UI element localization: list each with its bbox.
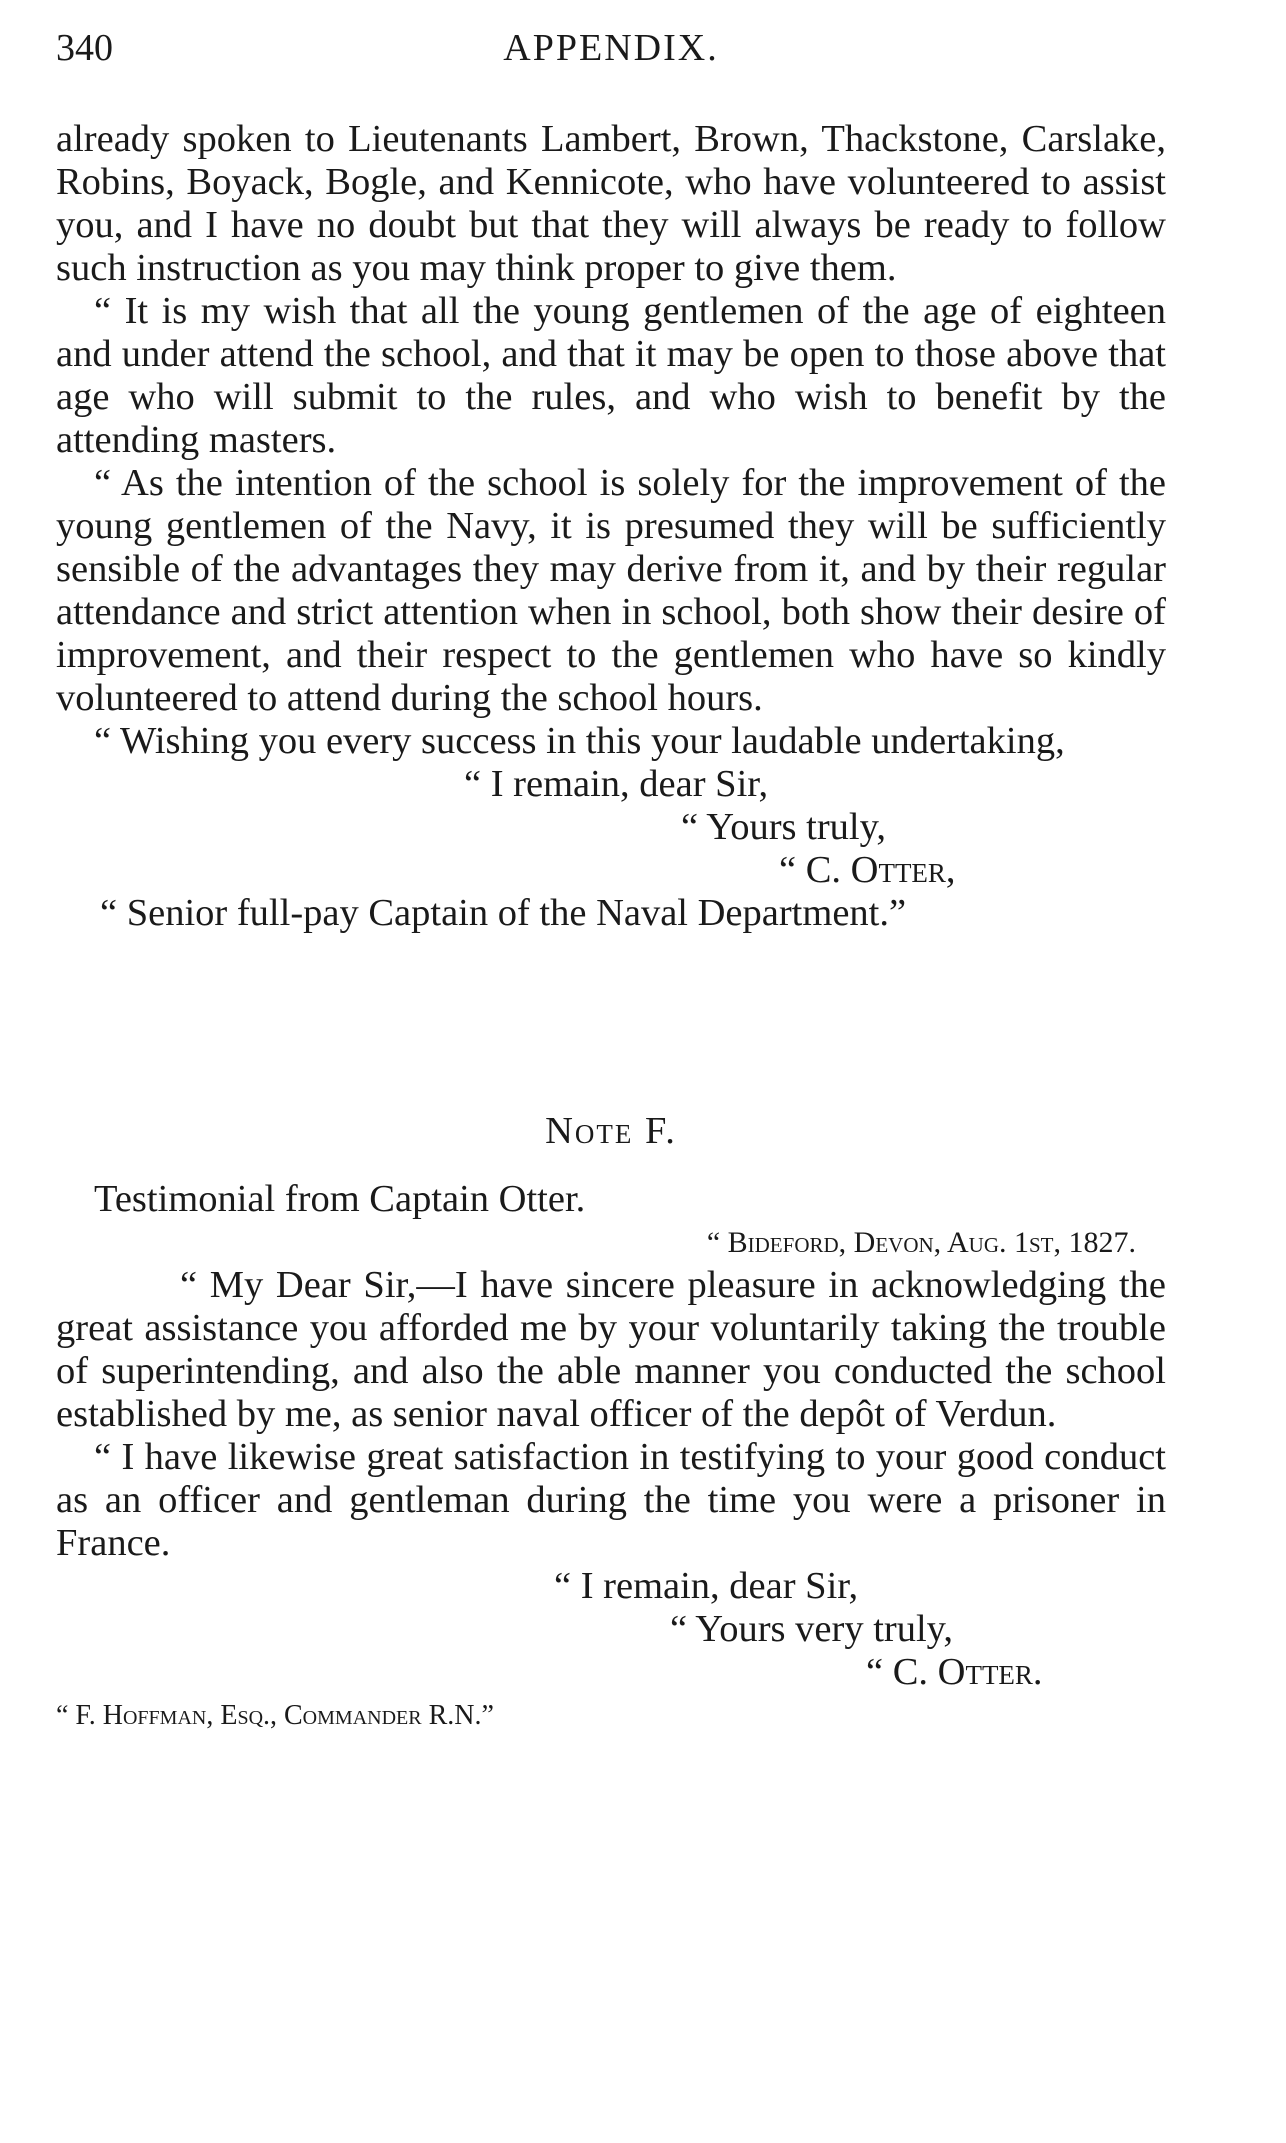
- letter-paragraph-3: “ As the intention of the school is solely for the improvement of the young gentlemen of the Navy, it is presumed they will be sufficiently sensible of the advantages they may derive from it, and by their regular attendance and strict attention when in school, both show their desire of improvement, and their respect to the gentlemen who have so kindly volunteered to attend during the school hours.: [56, 462, 1166, 719]
- letter-signature-title: “ Senior full-pay Captain of the Naval Department.”: [100, 892, 907, 934]
- note-paragraph-1: “ My Dear Sir,—I have sincere pleasure in acknowledging the great assistance you afforded me by your voluntarily taking the trouble of superintending, and also the able manner you conducted the school established by me, as senior naval officer of the depôt of Verdun.: [56, 1264, 1166, 1435]
- note-paragraph-2: “ I have likewise great satisfaction in testifying to your good conduct as an officer and gentleman during the time you were a prisoner in France.: [56, 1436, 1166, 1564]
- note-heading: Note F.: [545, 1110, 677, 1152]
- note-closing-yours: “ Yours very truly,: [670, 1608, 954, 1650]
- letter-closing-yours: “ Yours truly,: [681, 806, 887, 848]
- page-number: 340: [56, 27, 113, 69]
- running-title: APPENDIX.: [503, 27, 719, 69]
- note-addressee: “ F. Hoffman, Esq., Commander R.N.”: [56, 1700, 494, 1731]
- letter-closing-remain: “ I remain, dear Sir,: [464, 763, 769, 805]
- letter-continuation: [56, 118, 1166, 935]
- letter-paragraph-1: already spoken to Lieutenants Lambert, Brown, Thackstone, Carslake, Robins, Boyack, Bogle, and Kennicote, who have volunteered to assist you, and I have no doubt but that they will always be ready to follow such instruction as you may think proper to give them.: [56, 118, 1166, 289]
- note-f-section: [56, 1110, 1166, 1153]
- note-closing-remain: “ I remain, dear Sir,: [554, 1565, 859, 1607]
- letter-signature: “ C. Otter,: [779, 849, 956, 891]
- letter-paragraph-2: “ It is my wish that all the young gentlemen of the age of eighteen and under attend the school, and that it may be open to those above that age who will submit to the rules, and who wish to benefit by the attending masters.: [56, 290, 1166, 461]
- note-signature: “ C. Otter.: [866, 1651, 1043, 1693]
- letter-paragraph-4: “ Wishing you every success in this your laudable undertaking,: [94, 720, 1065, 762]
- note-f-body: [56, 1178, 1166, 1737]
- note-dateline: “ Bideford, Devon, Aug. 1st, 1827.: [706, 1226, 1136, 1259]
- running-head: [56, 26, 1166, 76]
- note-subject: Testimonial from Captain Otter.: [94, 1178, 586, 1220]
